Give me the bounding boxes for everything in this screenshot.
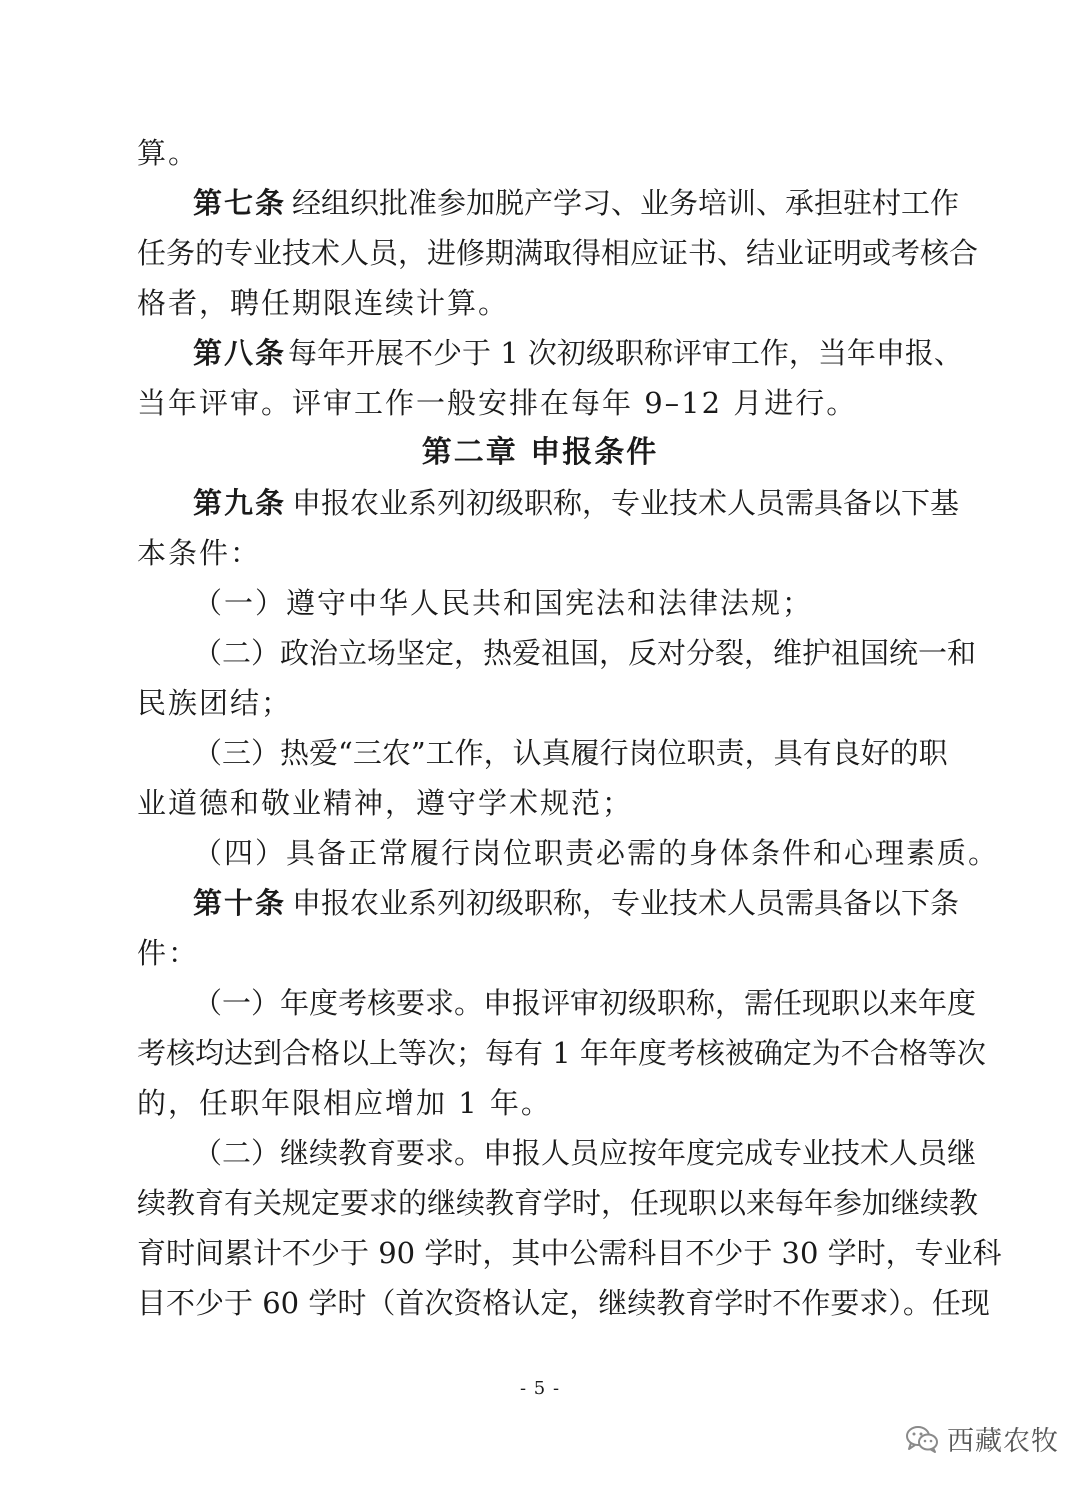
paragraph-line: （四）具备正常履行岗位职责必需的身体条件和心理素质。 <box>193 836 1000 870</box>
paragraph-line: 格者，聘任期限连续计算。 <box>137 286 510 320</box>
paragraph-line: 业道德和敬业精神，遵守学术规范； <box>137 786 634 820</box>
watermark-text: 西藏农牧 <box>947 1426 1059 1457</box>
paragraph-line: 本条件： <box>137 536 262 570</box>
wechat-icon <box>905 1424 939 1454</box>
paragraph-line: 续教育有关规定要求的继续教育学时，任现职以来每年参加继续教 <box>137 1186 979 1220</box>
paragraph-line: （一）遵守中华人民共和国宪法和法律法规； <box>193 586 814 620</box>
paragraph-line: 经组织批准参加脱产学习、业务培训、承担驻村工作 <box>292 186 960 220</box>
paragraph-line: 申报农业系列初级职称，专业技术人员需具备以下条 <box>292 886 960 920</box>
paragraph-line: 每年开展不少于 1 次初级职称评审工作，当年申报、 <box>288 336 963 370</box>
paragraph-line: （二）继续教育要求。申报人员应按年度完成专业技术人员继 <box>193 1136 977 1170</box>
paragraph-line: 件： <box>137 936 200 970</box>
paragraph-line: 民族团结； <box>137 686 293 720</box>
paragraph-line: 考核均达到合格以上等次；每有 1 年年度考核被确定为不合格等次 <box>137 1036 986 1070</box>
paragraph-line: 育时间累计不少于 90 学时，其中公需科目不少于 30 学时，专业科 <box>137 1236 1002 1270</box>
article-label: 第十条 <box>193 886 287 920</box>
paragraph-line: （三）热爱“三农”工作，认真履行岗位职责，具有良好的职 <box>193 736 948 770</box>
article-label: 第九条 <box>193 486 287 520</box>
paragraph-line: （一）年度考核要求。申报评审初级职称，需任现职以来年度 <box>193 986 977 1020</box>
paragraph-line: 的，任职年限相应增加 1 年。 <box>137 1086 552 1120</box>
paragraph-line: 目不少于 60 学时（首次资格认定，继续教育学时不作要求）。任现 <box>137 1286 990 1320</box>
article-label: 第八条 <box>193 336 287 370</box>
paragraph-line: 申报农业系列初级职称，专业技术人员需具备以下基 <box>292 486 960 520</box>
chapter-heading: 第二章 申报条件 <box>421 435 659 470</box>
article-label: 第七条 <box>193 186 287 220</box>
paragraph-line: 任务的专业技术人员，进修期满取得相应证书、结业证明或考核合 <box>137 236 979 270</box>
page-number: - 5 - <box>519 1378 561 1399</box>
paragraph-line: （二）政治立场坚定，热爱祖国，反对分裂，维护祖国统一和 <box>193 636 977 670</box>
paragraph-line: 当年评审。评审工作一般安排在每年 9–12 月进行。 <box>137 386 858 420</box>
paragraph-line: 算。 <box>137 136 200 170</box>
watermark <box>905 1419 1059 1458</box>
